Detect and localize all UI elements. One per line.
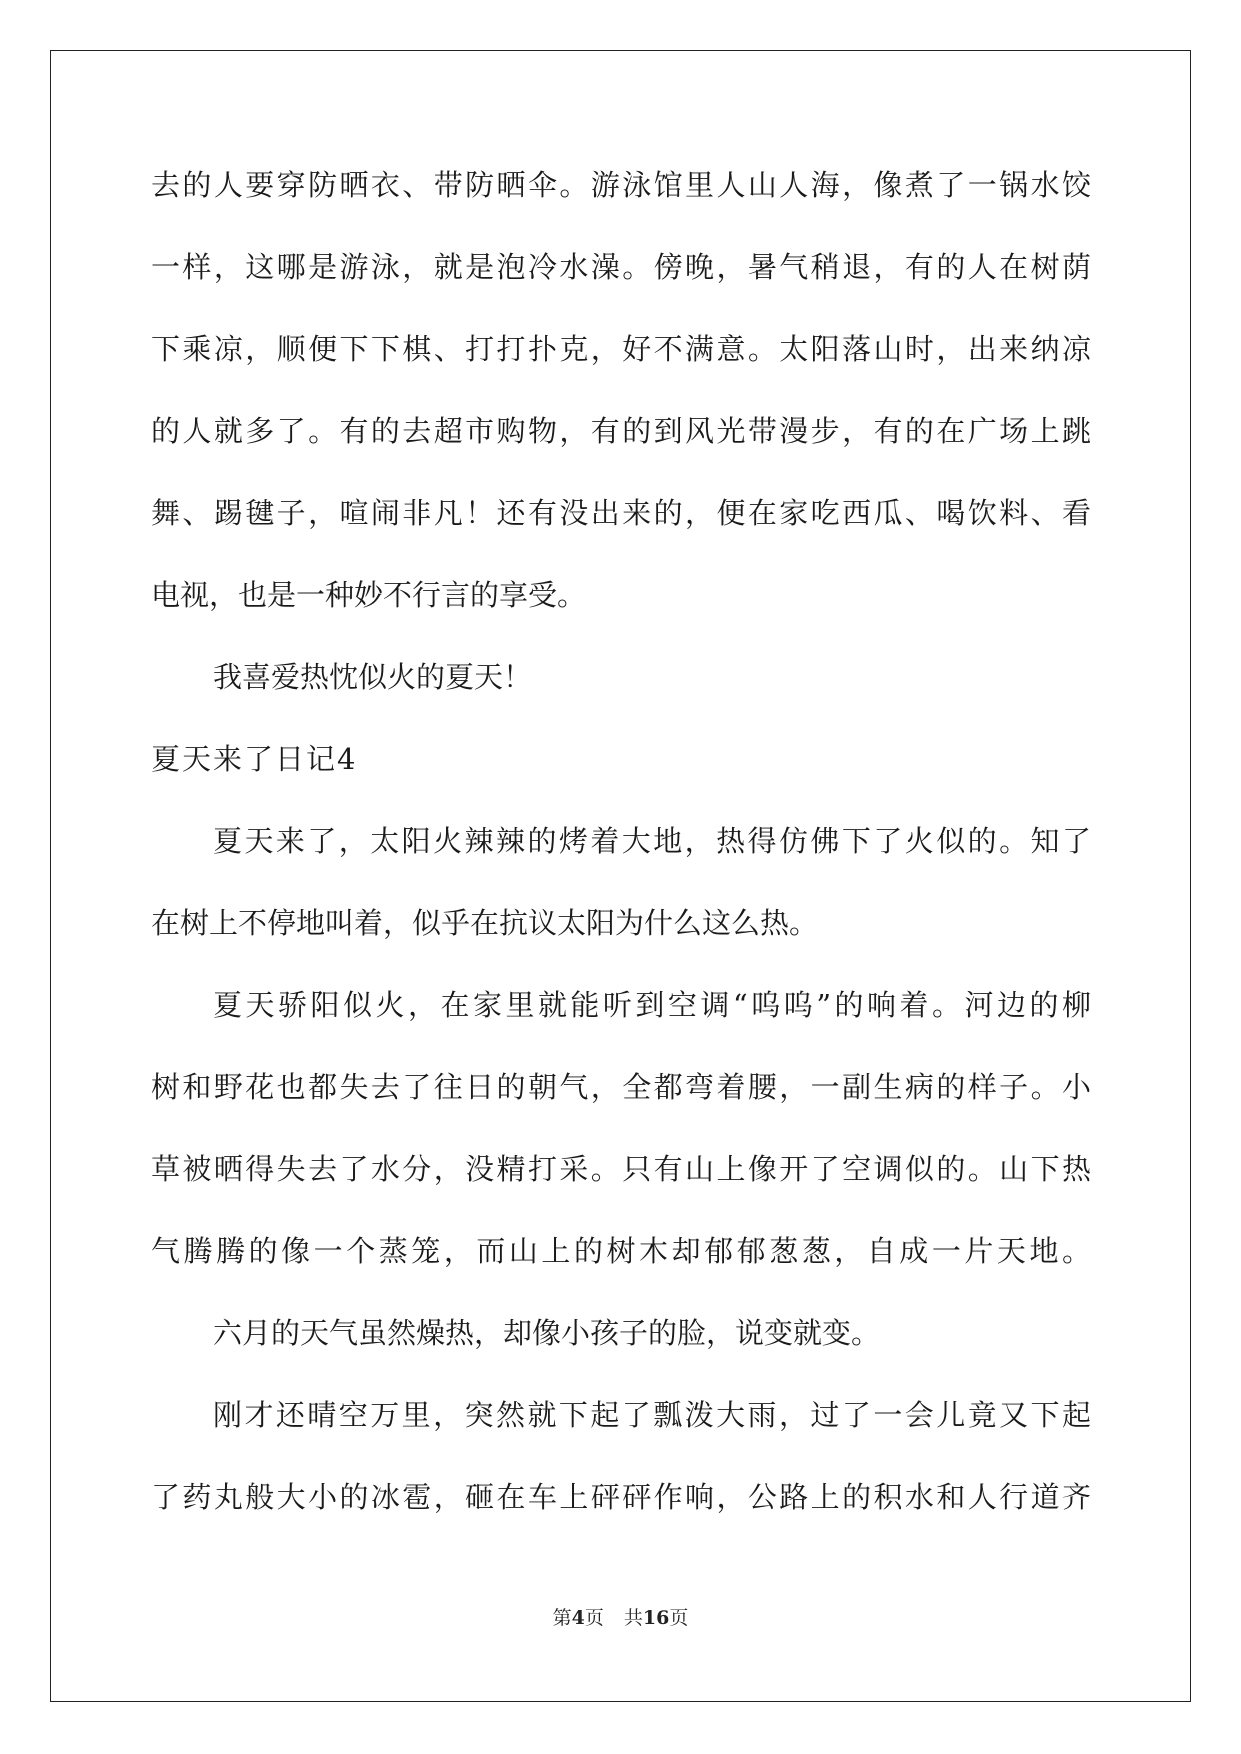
text-line: 电视，也是一种妙不行言的享受。	[151, 578, 587, 612]
total-pages: 16	[642, 1607, 670, 1629]
page-number: 4	[571, 1607, 585, 1629]
text-line: 我喜爱热忱似火的夏天！	[213, 660, 533, 694]
text-line: 夏天骄阳似火，在家里就能听到空调“呜呜”的响着。河边的柳	[213, 988, 1091, 1022]
section-heading: 夏天来了日记4	[151, 742, 358, 776]
page-prefix: 第	[552, 1607, 572, 1629]
text-line: 的人就多了。有的去超市购物，有的到风光带漫步，有的在广场上跳	[151, 414, 1091, 448]
text-line: 六月的天气虽然燥热，却像小孩子的脸，说变就变。	[213, 1316, 881, 1350]
text-line: 舞、踢毽子，喧闹非凡！还有没出来的，便在家吃西瓜、喝饮料、看	[151, 496, 1091, 530]
text-line: 在树上不停地叫着，似乎在抗议太阳为什么这么热。	[151, 906, 819, 940]
page-footer	[0, 1603, 1241, 1630]
text-line: 刚才还晴空万里，突然就下起了瓢泼大雨，过了一会儿竟又下起	[213, 1398, 1091, 1432]
text-line: 气腾腾的像一个蒸笼，而山上的树木却郁郁葱葱，自成一片天地。	[151, 1234, 1091, 1268]
text-line: 夏天来了，太阳火辣辣的烤着大地，热得仿佛下了火似的。知了	[213, 824, 1091, 858]
page-suffix: 页	[584, 1607, 604, 1629]
text-line: 下乘凉，顺便下下棋、打打扑克，好不满意。太阳落山时，出来纳凉	[151, 332, 1091, 366]
text-line: 一样，这哪是游泳，就是泡冷水澡。傍晚，暑气稍退，有的人在树荫	[151, 250, 1091, 284]
text-line: 草被晒得失去了水分，没精打采。只有山上像开了空调似的。山下热	[151, 1152, 1091, 1186]
total-suffix: 页	[669, 1607, 689, 1629]
text-line: 去的人要穿防晒衣、带防晒伞。游泳馆里人山人海，像煮了一锅水饺	[151, 168, 1091, 202]
text-line: 树和野花也都失去了往日的朝气，全都弯着腰，一副生病的样子。小	[151, 1070, 1091, 1104]
text-line: 了药丸般大小的冰雹，砸在车上砰砰作响，公路上的积水和人行道齐	[151, 1480, 1091, 1514]
document-body	[151, 165, 1091, 1559]
total-prefix: 共	[623, 1607, 643, 1629]
